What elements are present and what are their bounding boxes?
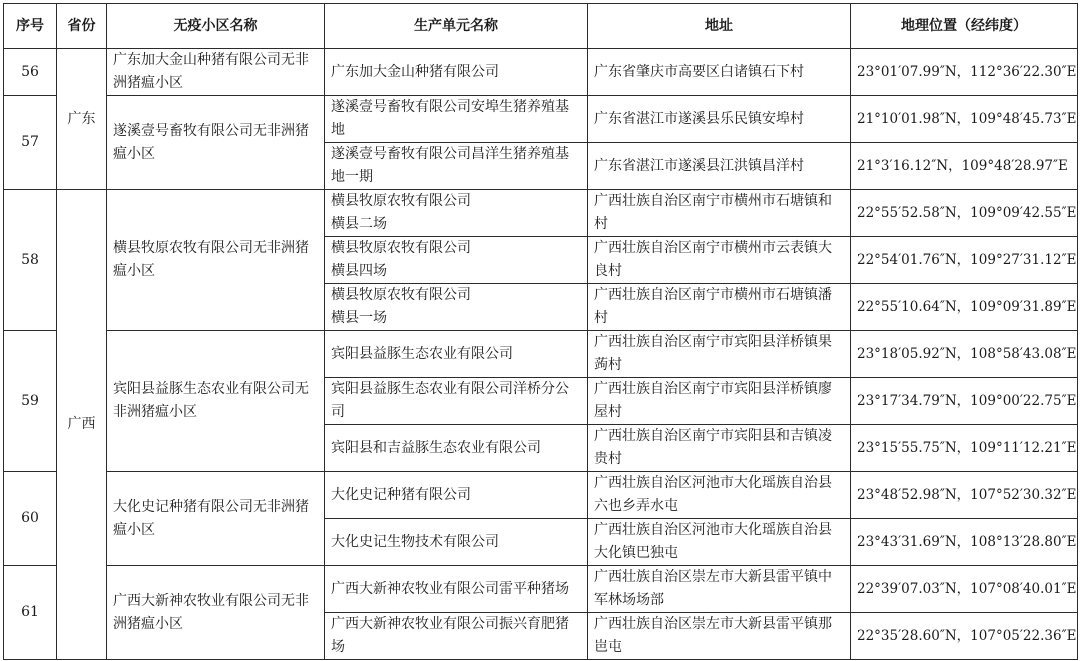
unit-name (325, 190, 588, 237)
unit-address: 广西壮族自治区崇左市大新县雷平镇那岜屯 (588, 613, 851, 660)
unit-address: 广东省湛江市遂溪县乐民镇安埠村 (588, 96, 851, 143)
row-number: 58 (4, 190, 57, 331)
province-cell: 广西 (57, 190, 107, 660)
zone-name: 大化史记种猪有限公司无非洲猪瘟小区 (107, 472, 325, 566)
unit-name: 宾阳县益豚生态农业有限公司洋桥分公司 (325, 378, 588, 425)
header-row (4, 4, 1078, 49)
unit-name-line: 横县牧原农牧有限公司 (331, 240, 471, 256)
table-row (4, 331, 1078, 378)
unit-address: 广西壮族自治区南宁市宾阳县洋桥镇果蒟村 (588, 331, 851, 378)
unit-address: 广西壮族自治区南宁市横州市石塘镇潘村 (588, 284, 851, 331)
unit-address: 广西壮族自治区崇左市大新县雷平镇中军林场场部 (588, 566, 851, 613)
unit-name: 宾阳县益豚生态农业有限公司 (325, 331, 588, 378)
unit-name: 宾阳县和吉益豚生态农业有限公司 (325, 425, 588, 472)
unit-address: 广西壮族自治区南宁市宾阳县洋桥镇廖屋村 (588, 378, 851, 425)
unit-name-line: 横县牧原农牧有限公司 (331, 193, 471, 209)
row-number: 59 (4, 331, 57, 472)
unit-address: 广西壮族自治区河池市大化瑶族自治县六也乡弄水屯 (588, 472, 851, 519)
unit-name: 广东加大金山种猪有限公司 (325, 49, 588, 96)
unit-address: 广西壮族自治区河池市大化瑶族自治县大化镇巴独屯 (588, 519, 851, 566)
zone-name: 广东加大金山种猪有限公司无非洲猪瘟小区 (107, 49, 325, 96)
header-address: 地址 (588, 4, 851, 49)
unit-name (325, 237, 588, 284)
unit-address: 广西壮族自治区南宁市横州市云表镇大良村 (588, 237, 851, 284)
header-zone: 无疫小区名称 (107, 4, 325, 49)
unit-address: 广东省肇庆市高要区白诸镇石下村 (588, 49, 851, 96)
unit-name (325, 284, 588, 331)
row-number: 61 (4, 566, 57, 660)
table-row (4, 96, 1078, 143)
unit-geo: 23°17′34.79″N，109°00′22.75″E (851, 378, 1078, 425)
unit-geo: 22°55′10.64″N，109°09′31.89″E (851, 284, 1078, 331)
unit-geo: 22°54′01.76″N，109°27′31.12″E (851, 237, 1078, 284)
unit-geo: 22°35′28.60″N，107°05′22.36″E (851, 613, 1078, 660)
zone-name: 宾阳县益豚生态农业有限公司无非洲猪瘟小区 (107, 331, 325, 472)
unit-geo: 23°15′55.75″N，109°11′12.21″E (851, 425, 1078, 472)
zone-name: 遂溪壹号畜牧有限公司无非洲猪瘟小区 (107, 96, 325, 190)
unit-geo: 22°55′52.58″N，109°09′42.55″E (851, 190, 1078, 237)
table-row (4, 566, 1078, 613)
unit-address: 广东省湛江市遂溪县江洪镇昌洋村 (588, 143, 851, 190)
table-row (4, 190, 1078, 237)
table-row (4, 472, 1078, 519)
farm-zone-table (3, 3, 1078, 660)
table-row (4, 49, 1078, 96)
row-number: 60 (4, 472, 57, 566)
unit-name: 广西大新神农牧业有限公司雷平种猪场 (325, 566, 588, 613)
unit-geo: 23°18′05.92″N，108°58′43.08″E (851, 331, 1078, 378)
unit-geo: 21°3′16.12″N，109°48′28.97″E (851, 143, 1078, 190)
zone-name: 广西大新神农牧业有限公司无非洲猪瘟小区 (107, 566, 325, 660)
unit-geo: 23°01′07.99″N，112°36′22.30″E (851, 49, 1078, 96)
unit-geo: 22°39′07.03″N，107°08′40.01″E (851, 566, 1078, 613)
unit-name: 遂溪壹号畜牧有限公司安埠生猪养殖基地 (325, 96, 588, 143)
province-cell: 广东 (57, 49, 107, 190)
unit-name: 大化史记种猪有限公司 (325, 472, 588, 519)
unit-name-line: 横县一场 (331, 310, 387, 326)
zone-name: 横县牧原农牧有限公司无非洲猪瘟小区 (107, 190, 325, 331)
unit-address: 广西壮族自治区南宁市宾阳县和吉镇凌贵村 (588, 425, 851, 472)
unit-name-line: 横县牧原农牧有限公司 (331, 287, 471, 303)
unit-geo: 23°48′52.98″N，107°52′30.32″E (851, 472, 1078, 519)
unit-geo: 21°10′01.98″N，109°48′45.73″E (851, 96, 1078, 143)
header-num: 序号 (4, 4, 57, 49)
row-number: 57 (4, 96, 57, 190)
row-number: 56 (4, 49, 57, 96)
unit-name: 广西大新神农牧业有限公司振兴育肥猪场 (325, 613, 588, 660)
unit-name: 大化史记生物技术有限公司 (325, 519, 588, 566)
header-geo: 地理位置（经纬度） (851, 4, 1078, 49)
unit-address: 广西壮族自治区南宁市横州市石塘镇和村 (588, 190, 851, 237)
header-province: 省份 (57, 4, 107, 49)
unit-name-line: 横县四场 (331, 263, 387, 279)
unit-geo: 23°43′31.69″N，108°13′28.80″E (851, 519, 1078, 566)
unit-name-line: 横县二场 (331, 216, 387, 232)
unit-name: 遂溪壹号畜牧有限公司昌洋生猪养殖基地一期 (325, 143, 588, 190)
header-unit: 生产单元名称 (325, 4, 588, 49)
